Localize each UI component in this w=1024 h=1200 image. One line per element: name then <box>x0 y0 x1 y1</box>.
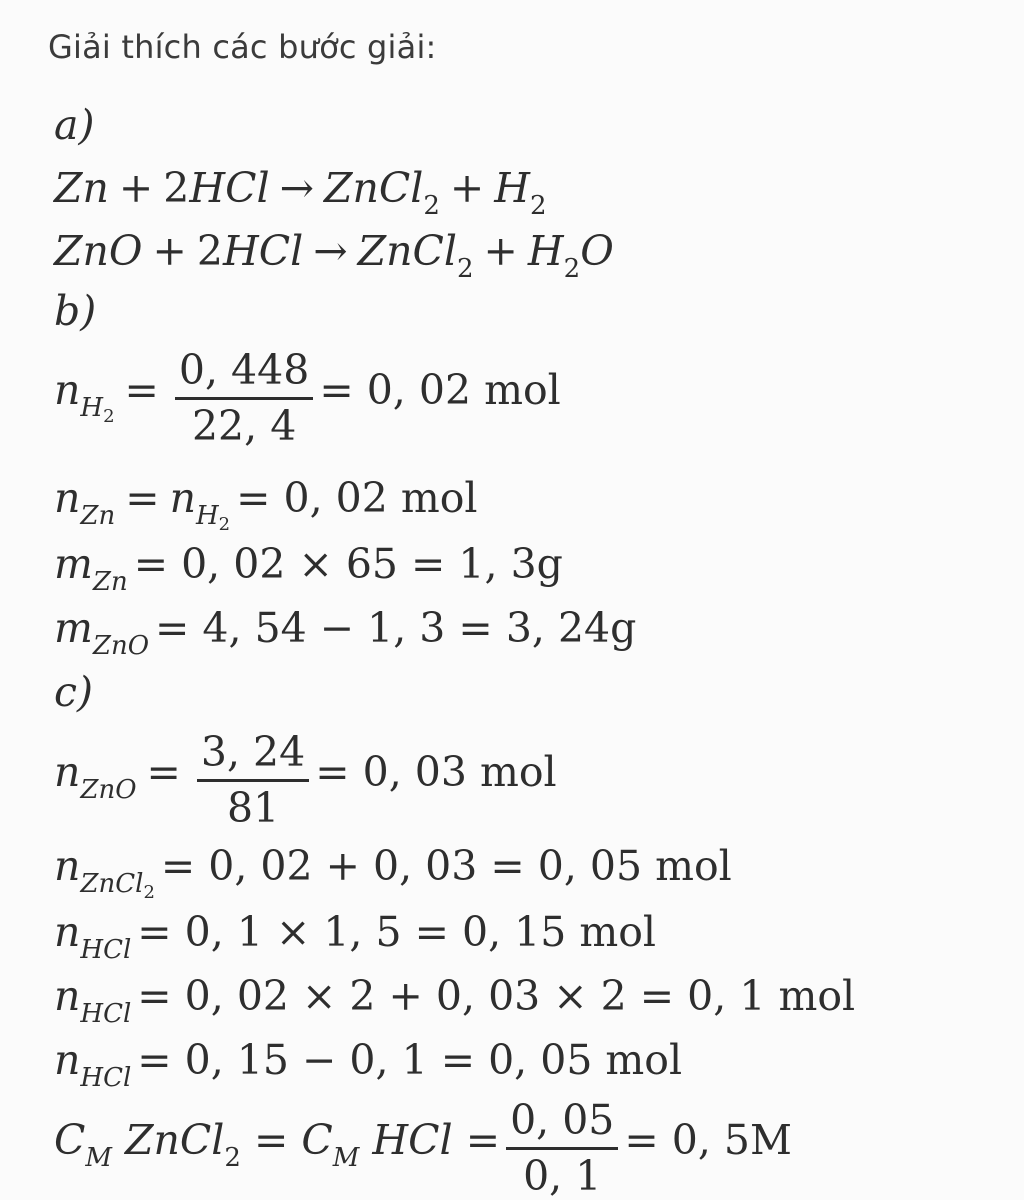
equation-m-zn: $m_{Zn} = 0$, 02 × 65 = 1, 3g <box>54 540 563 597</box>
part-a-label: a) <box>54 101 95 149</box>
equation-n-hcl-reacted: $n_{HCl} = 0$, 02 × 2 + 0, 03 × 2 = 0, 1 mol <box>54 972 856 1029</box>
equation-n-h2: $n_{H_2}=$ $\frac{0, 448}{22, 4}$ = 0, 02 mol <box>54 346 561 450</box>
part-b-label: b) <box>54 287 97 335</box>
concentration-lhs: $C_M$ ZnCl$_2$ = $C_M$ HCl = <box>54 1116 501 1173</box>
equation-zno-hcl: ZnO + 2HCl → ZnCl$_2$ + $H_2O$ <box>54 227 614 284</box>
equation-m-zno: $m_{ZnO} = 4$, 54 − 1, 3 = 3, 24g <box>54 604 637 661</box>
fraction-n-h2: $\frac{0, 448}{22, 4}$ <box>175 350 313 447</box>
part-c-label: c) <box>54 668 93 716</box>
equation-n-zn: $n_{Zn} = n_{H_2}= 0$, 02 mol <box>54 474 478 535</box>
result-concentration: = 0, 5M <box>624 1116 792 1164</box>
fraction-concentration: $\frac{0, 05}{0, 1}$ <box>506 1100 618 1197</box>
result-n-zno: = 0, 03 mol <box>315 748 557 796</box>
result-n-h2: = 0, 02 mol <box>319 366 561 414</box>
equation-zn-hcl: Zn + 2HCl → ZnCl$_2$ + $H_2$ <box>54 164 547 221</box>
equation-n-zno: $n_{ZnO}$ = $\frac{3, 24}{81}$ = 0, 03 mol <box>54 728 557 832</box>
equation-concentration <box>54 1096 792 1200</box>
equation-n-hcl-total: $n_{HCl} = 0$, 1 × 1, 5 = 0, 15 mol <box>54 908 657 965</box>
fraction-n-zno: $\frac{3, 24}{81}$ <box>197 732 309 829</box>
equation-n-hcl-left: $n_{HCl} = 0$, 15 − 0, 1 = 0, 05 mol <box>54 1036 683 1093</box>
equation-n-zncl2: $n_{ZnCl_2}= 0$, 02 + 0, 03 = 0, 05 mol <box>54 842 732 903</box>
page-title: Giải thích các bước giải: <box>48 28 437 66</box>
